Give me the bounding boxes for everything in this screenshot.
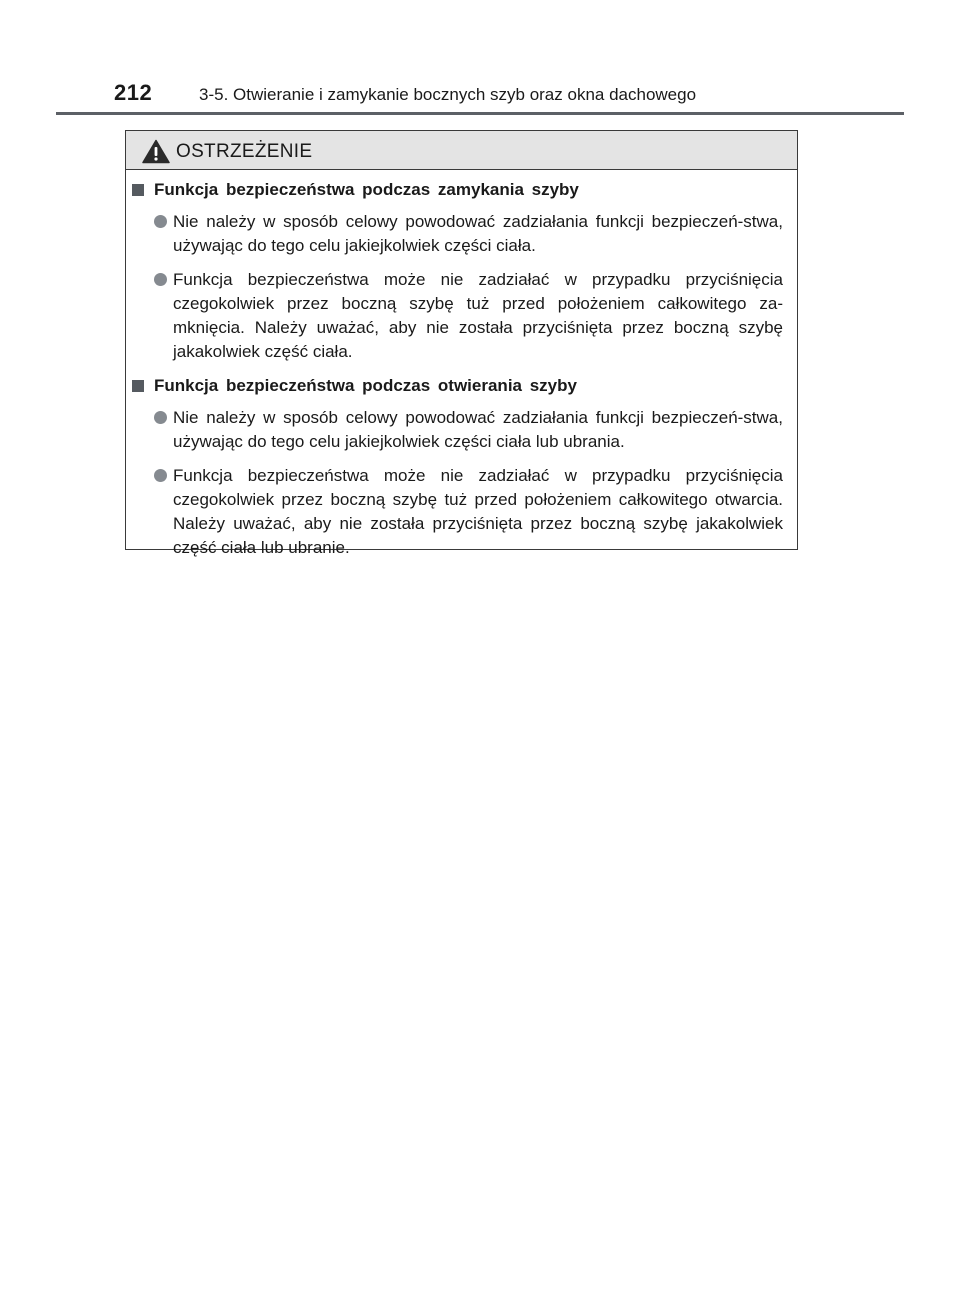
round-bullet-icon bbox=[154, 273, 167, 286]
warning-box bbox=[125, 130, 798, 557]
warning-body bbox=[126, 178, 797, 570]
warning-section-opening bbox=[126, 374, 797, 560]
section-title: 3-5. Otwieranie i zamykanie bocznych szyb oraz okna dachowego bbox=[199, 85, 697, 104]
list-item bbox=[126, 464, 797, 560]
page-number: 212 bbox=[114, 80, 153, 105]
list-item-text: Funkcja bezpieczeństwa może nie zadziałać w przypadku przyciśnięcia czegokolwiek przez boczną szybę tuż przed położeniem całkowitego otwarcia. Należy uważać, aby nie została przyciśnięta przez boczną szybę jakakolwiek część ciała lub ubranie. bbox=[173, 466, 783, 557]
warning-header bbox=[126, 131, 797, 170]
warning-triangle-icon bbox=[142, 139, 170, 164]
square-bullet-icon bbox=[132, 380, 144, 392]
page-header bbox=[0, 0, 960, 116]
header-rule bbox=[56, 112, 904, 115]
section-heading-text: Funkcja bezpieczeństwa podczas otwierania szyby bbox=[154, 376, 577, 395]
list-item bbox=[126, 268, 797, 364]
list-item-text: Nie należy w sposób celowy powodować zadziałania funkcji bezpieczeń-stwa, używając do tego celu jakiejkolwiek części ciała lub ubrania. bbox=[173, 408, 783, 451]
round-bullet-icon bbox=[154, 411, 167, 424]
square-bullet-icon bbox=[132, 184, 144, 196]
section-heading bbox=[126, 178, 797, 202]
warning-label: OSTRZEŻENIE bbox=[176, 141, 313, 162]
list-item-text: Nie należy w sposób celowy powodować zadziałania funkcji bezpieczeń-stwa, używając do tego celu jakiejkolwiek części ciała. bbox=[173, 212, 783, 255]
section-heading bbox=[126, 374, 797, 398]
section-heading-text: Funkcja bezpieczeństwa podczas zamykania szyby bbox=[154, 180, 579, 199]
list-item-text: Funkcja bezpieczeństwa może nie zadziałać w przypadku przyciśnięcia czegokolwiek przez boczną szybę tuż przed położeniem całkowitego za-mknięcia. Należy uważać, aby nie została przyciśnięta przez boczną szybę jakakolwiek część ciała. bbox=[173, 270, 783, 361]
round-bullet-icon bbox=[154, 215, 167, 228]
list-item bbox=[126, 406, 797, 454]
warning-section-closing bbox=[126, 178, 797, 364]
round-bullet-icon bbox=[154, 469, 167, 482]
list-item bbox=[126, 210, 797, 258]
